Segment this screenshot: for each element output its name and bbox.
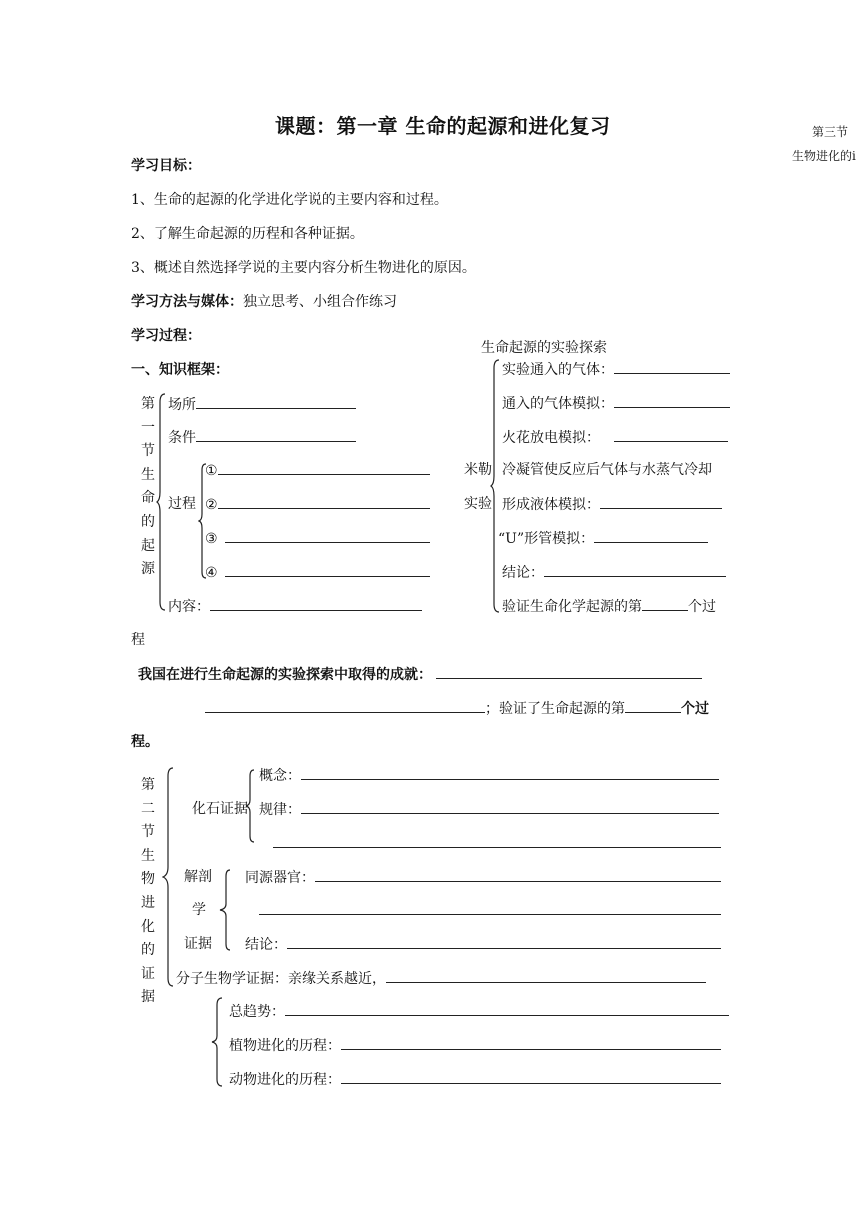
method-label: 学习方法与媒体： (131, 294, 243, 310)
miller-verify-prefix: 验证生命化学起源的第 (502, 599, 642, 615)
homologous-label: 同源器官： (245, 870, 315, 886)
anatomy-label-2: 学 (192, 902, 206, 918)
step-1-blank[interactable] (218, 460, 430, 475)
goal-item-3: 3、概述自然选择学说的主要内容分析生物进化的原因。 (131, 260, 476, 276)
condition-row (168, 427, 356, 448)
plants-blank[interactable] (341, 1035, 721, 1050)
goal-item-1: 1、生命的起源的化学进化学说的主要内容和过程。 (131, 192, 448, 208)
process-sub-label: 过程 (168, 496, 196, 512)
miller-row-5-label: 形成液体模拟： (502, 497, 600, 513)
miller-row-7-label: 结论： (502, 565, 544, 581)
miller-header: 生命起源的实验探索 (481, 340, 607, 356)
animals-blank[interactable] (341, 1069, 721, 1084)
method-line (131, 292, 397, 312)
homologous-continuation-row (259, 900, 721, 921)
step-3-blank[interactable] (225, 528, 430, 543)
miller-row-7 (502, 562, 726, 583)
place-label: 场所 (168, 397, 196, 413)
miller-row-2-blank[interactable] (614, 393, 730, 408)
framework-label: 一、知识框架： (131, 362, 229, 378)
step-3-marker: ③ (205, 531, 218, 547)
side-note-line-1: 第三节 (812, 125, 849, 139)
trend-row (229, 1001, 729, 1022)
miller-row-7-blank[interactable] (544, 562, 726, 577)
miller-row-5 (502, 494, 722, 515)
miller-row-5-blank[interactable] (600, 494, 722, 509)
anatomy-conclusion-label: 结论： (245, 937, 287, 953)
content-row (168, 596, 422, 617)
section1-brace (156, 392, 168, 612)
trend-blank[interactable] (285, 1001, 729, 1016)
china-wrap: 程。 (131, 734, 159, 750)
miller-row-6-label: “U”形管模拟： (498, 531, 595, 547)
section2-brace (162, 766, 176, 988)
page-title: 课题：第一章 生命的起源和进化复习 (275, 114, 611, 138)
china-row-2 (205, 698, 709, 719)
miller-verify-suffix: 个过 (688, 599, 716, 615)
method-value: 独立思考、小组合作练习 (243, 294, 397, 310)
process-step-4 (205, 562, 430, 583)
china-blank-1[interactable] (436, 664, 702, 679)
miller-row-1 (502, 359, 730, 380)
process-step-1 (205, 460, 430, 481)
molecular-label: 分子生物学证据：亲缘关系越近， (176, 971, 386, 987)
miller-row-3-label: 火花放电模拟： (502, 430, 600, 446)
miller-row-6 (498, 528, 708, 549)
fossil-label: 化石证据 (192, 801, 248, 817)
step-4-marker: ④ (205, 565, 218, 581)
goal-item-2: 2、了解生命起源的历程和各种证据。 (131, 226, 364, 242)
china-blank-2[interactable] (205, 698, 485, 713)
concept-label: 概念： (259, 768, 301, 784)
condition-label: 条件 (168, 430, 196, 446)
homologous-row (245, 867, 721, 888)
rule-continuation-row (273, 833, 721, 854)
concept-blank[interactable] (301, 765, 719, 780)
homologous-blank[interactable] (315, 867, 721, 882)
miller-row-3-blank[interactable] (614, 427, 728, 442)
fossil-brace (245, 768, 257, 844)
miller-brace (490, 358, 502, 614)
step-2-blank[interactable] (218, 494, 430, 509)
china-suffix: 个过 (681, 701, 709, 717)
miller-row-1-label: 实验通入的气体： (502, 362, 614, 378)
content-blank[interactable] (210, 596, 422, 611)
rule-row (259, 799, 719, 820)
process-step-3 (205, 528, 430, 549)
animals-label: 动物进化的历程： (229, 1072, 341, 1088)
homologous-blank-2[interactable] (259, 900, 721, 915)
china-label: 我国在进行生命起源的实验探索中取得的成就： (138, 667, 432, 683)
china-verify-text: ；验证了生命起源的第 (485, 701, 625, 717)
content-label: 内容： (168, 599, 210, 615)
miller-verify-wrap: 程 (131, 632, 145, 648)
goals-label: 学习目标： (131, 158, 201, 174)
miller-side-label-1: 米勒 (464, 462, 492, 478)
section1-vertical-title: 第一节生命的起源 (141, 396, 155, 578)
miller-row-4: 冷凝管使反应后气体与水蒸气冷却 (502, 462, 712, 478)
miller-row-2-label: 通入的气体模拟： (502, 396, 614, 412)
trend-label: 总趋势： (229, 1004, 285, 1020)
anatomy-brace (218, 868, 232, 952)
step-1-marker: ① (205, 463, 218, 479)
miller-row-2 (502, 393, 730, 414)
molecular-row (176, 968, 706, 989)
plants-row (229, 1035, 721, 1056)
anatomy-label-3: 证据 (184, 936, 212, 952)
step-2-marker: ② (205, 497, 218, 513)
process-label: 学习过程： (131, 328, 201, 344)
condition-blank[interactable] (196, 427, 356, 442)
anatomy-conclusion-row (245, 934, 721, 955)
anatomy-conclusion-blank[interactable] (287, 934, 721, 949)
rule-blank-2[interactable] (273, 833, 721, 848)
miller-row-1-blank[interactable] (614, 359, 730, 374)
miller-row-3 (502, 427, 728, 448)
plants-label: 植物进化的历程： (229, 1038, 341, 1054)
anatomy-label-1: 解剖 (184, 869, 212, 885)
place-row (168, 394, 356, 415)
rule-label: 规律： (259, 802, 301, 818)
section3-brace (210, 996, 224, 1088)
china-row-1 (138, 664, 702, 685)
miller-side-label-2: 实验 (464, 496, 492, 512)
molecular-blank[interactable] (386, 968, 706, 983)
place-blank[interactable] (196, 394, 356, 409)
miller-verify-row (502, 596, 716, 617)
animals-row (229, 1069, 721, 1090)
rule-blank[interactable] (301, 799, 719, 814)
step-4-blank[interactable] (225, 562, 430, 577)
process-step-2 (205, 494, 430, 515)
side-note-line-2: 生物进化的i (792, 149, 856, 163)
miller-verify-blank[interactable] (642, 596, 688, 611)
miller-row-6-blank[interactable] (594, 528, 708, 543)
section2-vertical-title: 第二节生物进化的证据 (141, 777, 155, 1006)
concept-row (259, 765, 719, 786)
china-verify-blank[interactable] (625, 698, 681, 713)
